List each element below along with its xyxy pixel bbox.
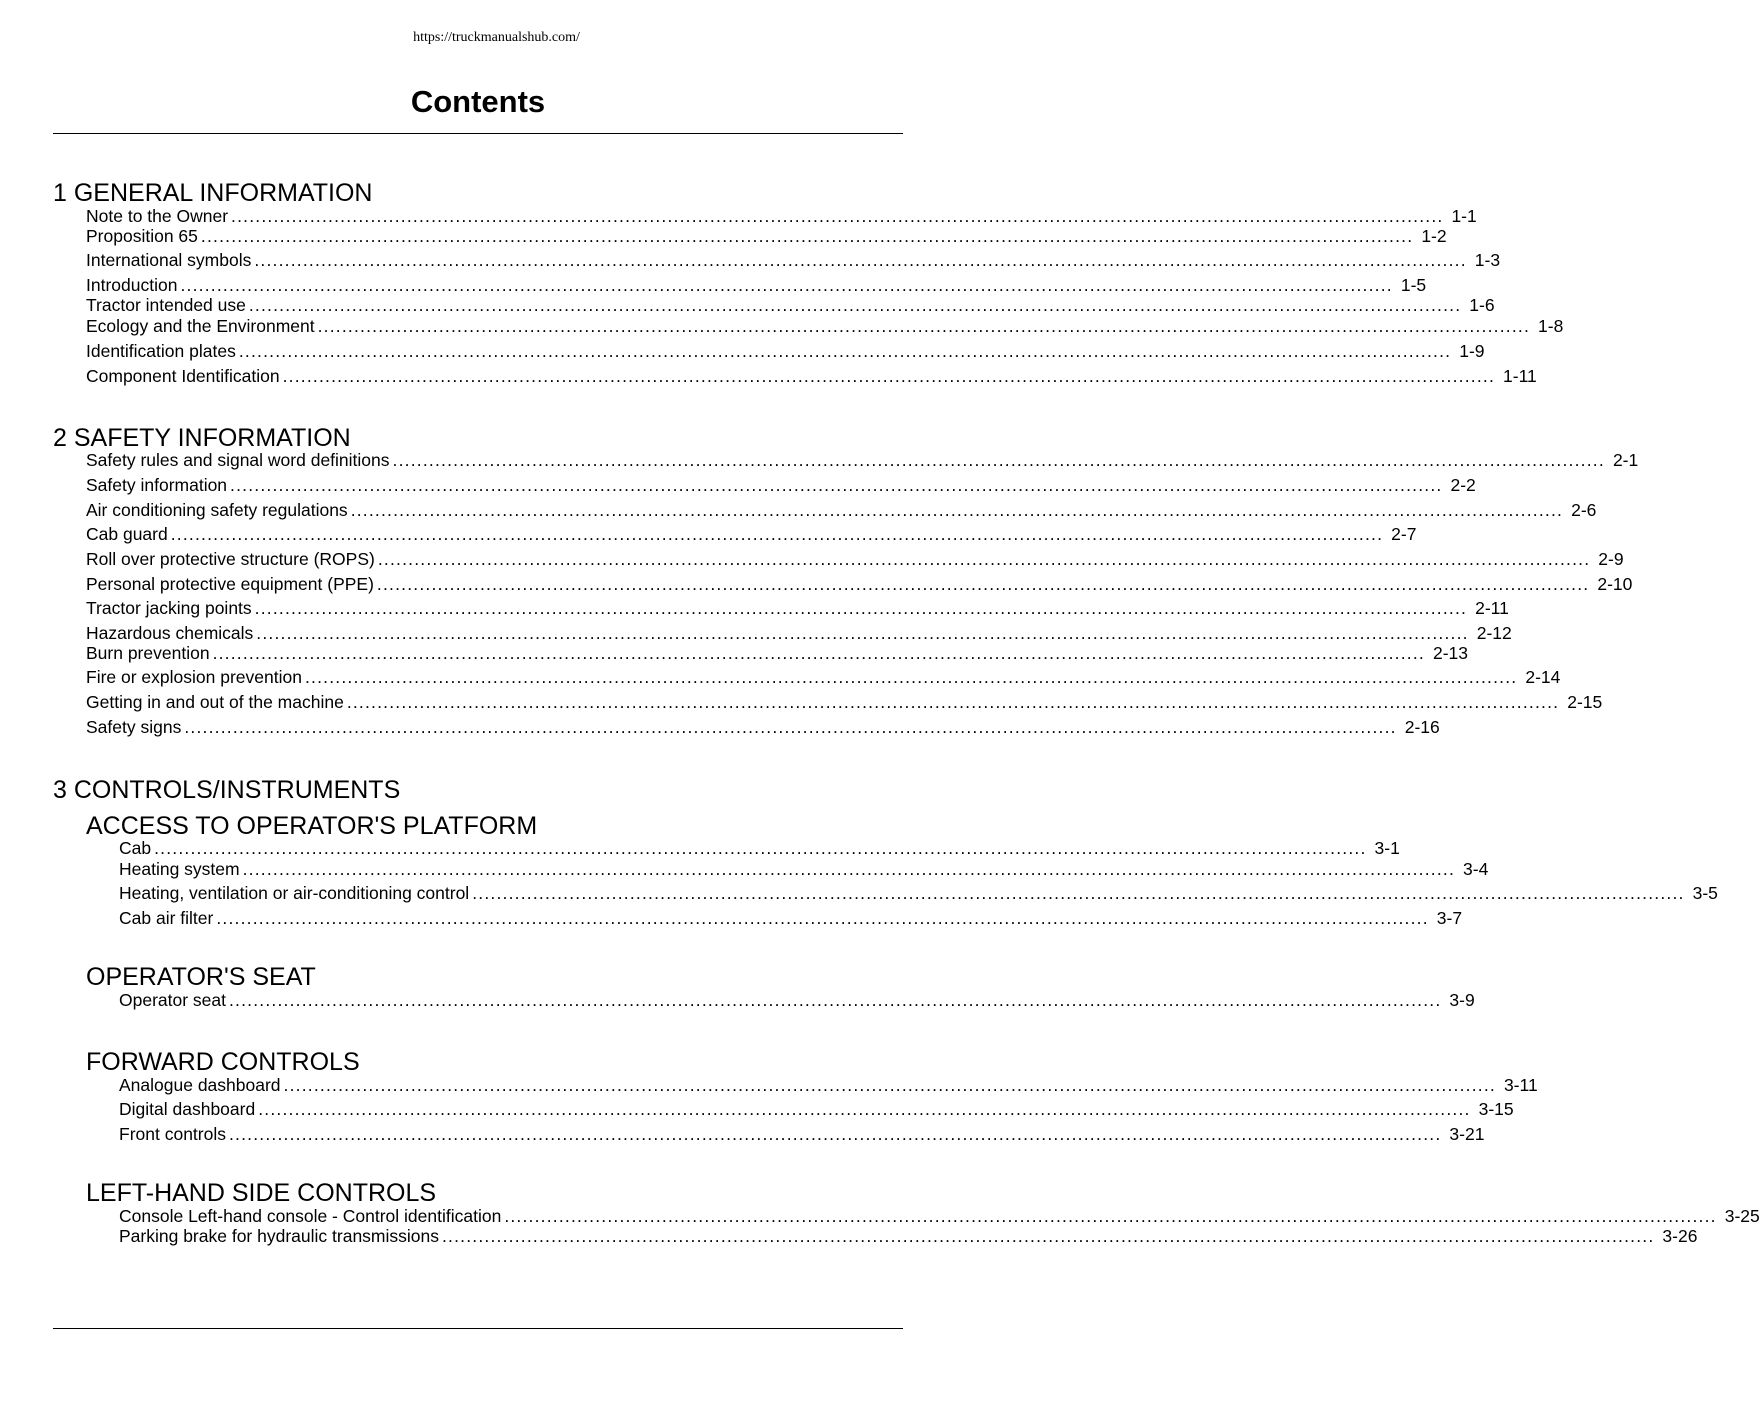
toc-entry-label: Cab guard	[86, 524, 168, 544]
toc-entry-page: 3-21	[1449, 1124, 1485, 1144]
dot-leader: ........................................................................................................................................................................................................	[254, 598, 1468, 618]
toc-entry-label: Identification plates	[86, 341, 236, 361]
toc-entry-page: 1-1	[1451, 206, 1477, 226]
toc-entry-page: 2-11	[1475, 598, 1509, 618]
toc-entry[interactable]	[86, 524, 1417, 544]
toc-entry-page: 2-9	[1598, 549, 1624, 569]
toc-entry-page: 2-2	[1450, 475, 1476, 495]
toc-entry-label: Heating, ventilation or air-conditioning control	[119, 883, 470, 903]
toc-entry-label: Hazardous chemicals	[86, 623, 254, 643]
toc-entry-label: Cab air filter	[119, 908, 214, 928]
toc-entry-label: Cab	[119, 838, 152, 858]
toc-entry-page: 2-6	[1571, 500, 1597, 520]
dot-leader: ........................................................................................................................................................................................................	[180, 275, 1393, 295]
toc-entry-label: Note to the Owner	[86, 206, 229, 226]
toc-entry-label: Roll over protective structure (ROPS)	[86, 549, 375, 569]
toc-entry-page: 3-9	[1449, 990, 1475, 1010]
toc-entry-page: 1-5	[1400, 275, 1427, 295]
toc-entry-page: 3-1	[1374, 838, 1400, 858]
toc-entry-label: Parking brake for hydraulic transmissions	[119, 1226, 439, 1246]
toc-entry-page: 2-1	[1612, 450, 1639, 470]
dot-leader: ........................................................................................................................................................................................................	[350, 500, 1564, 520]
toc-entry[interactable]	[86, 643, 1469, 663]
dot-leader: ........................................................................................................................................................................................................	[258, 1099, 1471, 1119]
toc-entry-page: 3-4	[1463, 859, 1489, 879]
toc-entry-page: 2-10	[1597, 574, 1633, 594]
toc-entry[interactable]	[86, 500, 1597, 520]
toc-entry[interactable]	[86, 206, 1477, 226]
dot-leader: ........................................................................................................................................................................................................	[238, 341, 1452, 361]
toc-entry[interactable]	[86, 692, 1603, 712]
toc-entry[interactable]	[86, 549, 1624, 569]
toc-entry-page: 2-16	[1404, 717, 1440, 737]
toc-entry-page: 2-12	[1476, 623, 1512, 643]
section-heading: 2 SAFETY INFORMATION	[53, 424, 351, 452]
toc-entry-page: 3-11	[1503, 1075, 1538, 1095]
toc-entry-label: Proposition 65	[86, 226, 198, 246]
toc-entry-page: 1-2	[1421, 226, 1447, 246]
dot-leader: ........................................................................................................................................................................................................	[231, 206, 1444, 226]
bottom-divider	[53, 1328, 903, 1329]
dot-leader: ........................................................................................................................................................................................................	[504, 1206, 1717, 1226]
toc-entry[interactable]	[86, 598, 1509, 618]
toc-entry[interactable]	[86, 341, 1485, 361]
toc-entry[interactable]	[119, 838, 1400, 858]
toc-entry-label: Safety rules and signal word definitions	[86, 450, 390, 470]
dot-leader: ........................................................................................................................................................................................................	[254, 250, 1467, 270]
toc-entry-label: Console Left-hand console - Control identification	[119, 1206, 502, 1226]
toc-entry-page: 3-7	[1436, 908, 1463, 928]
toc-entry[interactable]	[119, 883, 1718, 903]
toc-entry-page: 1-9	[1459, 341, 1485, 361]
dot-leader: ........................................................................................................................................................................................................	[282, 366, 1496, 386]
source-url[interactable]: https://truckmanualshub.com/	[413, 30, 580, 45]
toc-entry[interactable]	[119, 990, 1475, 1010]
dot-leader: ........................................................................................................................................................................................................	[346, 692, 1560, 712]
toc-entry-label: Introduction	[86, 275, 178, 295]
page-title: Contents	[410, 84, 546, 119]
toc-entry-label: Component Identification	[86, 366, 280, 386]
dot-leader: ........................................................................................................................................................................................................	[228, 1124, 1442, 1144]
toc-entry[interactable]	[86, 574, 1633, 594]
toc-entry-label: Fire or explosion prevention	[86, 667, 302, 687]
dot-leader: ........................................................................................................................................................................................................	[377, 549, 1591, 569]
dot-leader: ........................................................................................................................................................................................................	[200, 226, 1414, 246]
toc-entry-label: Safety information	[86, 475, 228, 495]
toc-entry-page: 3-25	[1724, 1206, 1760, 1226]
dot-leader: ........................................................................................................................................................................................................	[216, 908, 1429, 928]
toc-entry-label: Personal protective equipment (PPE)	[86, 574, 374, 594]
dot-leader: ........................................................................................................................................................................................................	[304, 667, 1518, 687]
dot-leader: ........................................................................................................................................................................................................	[230, 475, 1443, 495]
toc-entry[interactable]	[86, 366, 1537, 386]
dot-leader: ........................................................................................................................................................................................................	[283, 1075, 1496, 1095]
toc-entry-page: 1-8	[1538, 316, 1564, 336]
toc-entry[interactable]	[86, 275, 1427, 295]
toc-entry-label: Air conditioning safety regulations	[86, 500, 348, 520]
toc-entry-page: 1-6	[1469, 295, 1495, 315]
subsection-heading: LEFT-HAND SIDE CONTROLS	[86, 1179, 437, 1207]
toc-entry-label: Operator seat	[119, 990, 226, 1010]
toc-entry-label: Heating system	[119, 859, 240, 879]
section-heading: 3 CONTROLS/INSTRUMENTS	[53, 776, 401, 804]
dot-leader: ........................................................................................................................................................................................................	[376, 574, 1590, 594]
toc-entry[interactable]	[86, 226, 1447, 246]
section-heading: 1 GENERAL INFORMATION	[53, 179, 373, 207]
dot-leader: ........................................................................................................................................................................................................	[472, 883, 1685, 903]
dot-leader: ........................................................................................................................................................................................................	[256, 623, 1469, 643]
toc-entry-label: Getting in and out of the machine	[86, 692, 344, 712]
toc-entry-page: 2-13	[1432, 643, 1469, 663]
dot-leader: ........................................................................................................................................................................................................	[392, 450, 1605, 470]
toc-entry[interactable]	[119, 1206, 1760, 1226]
toc-entry-label: Tractor jacking points	[86, 598, 252, 618]
subsection-heading: OPERATOR'S SEAT	[86, 963, 316, 991]
toc-entry[interactable]	[86, 450, 1639, 470]
toc-entry-page: 2-14	[1525, 667, 1561, 687]
dot-leader: ........................................................................................................................................................................................................	[242, 859, 1456, 879]
toc-entry-label: Analogue dashboard	[119, 1075, 281, 1095]
dot-leader: ........................................................................................................................................................................................................	[248, 295, 1462, 315]
top-divider	[53, 133, 903, 134]
toc-entry[interactable]	[86, 667, 1561, 687]
dot-leader: ........................................................................................................................................................................................................	[184, 717, 1397, 737]
subsection-heading: FORWARD CONTROLS	[86, 1048, 360, 1076]
toc-entry-label: Ecology and the Environment	[86, 316, 315, 336]
toc-entry[interactable]	[86, 295, 1495, 315]
dot-leader: ........................................................................................................................................................................................................	[170, 524, 1384, 544]
dot-leader: ........................................................................................................................................................................................................	[317, 316, 1531, 336]
toc-entry-page: 2-15	[1567, 692, 1603, 712]
toc-entry[interactable]	[119, 1226, 1698, 1246]
toc-entry[interactable]	[86, 717, 1440, 737]
toc-entry-label: Tractor intended use	[86, 295, 246, 315]
dot-leader: ........................................................................................................................................................................................................	[442, 1226, 1655, 1246]
toc-entry[interactable]	[86, 250, 1501, 270]
toc-entry[interactable]	[86, 316, 1564, 336]
toc-entry-label: Front controls	[119, 1124, 226, 1144]
toc-entry[interactable]	[119, 908, 1463, 928]
toc-entry-page: 1-11	[1503, 366, 1537, 386]
toc-entry-label: Burn prevention	[86, 643, 210, 663]
toc-entry[interactable]	[86, 475, 1476, 495]
dot-leader: ........................................................................................................................................................................................................	[212, 643, 1425, 663]
toc-entry-page: 3-26	[1662, 1226, 1698, 1246]
toc-entry[interactable]	[86, 623, 1512, 643]
toc-entry[interactable]	[119, 1075, 1538, 1095]
toc-entry-page: 2-7	[1391, 524, 1417, 544]
toc-entry-label: Digital dashboard	[119, 1099, 256, 1119]
toc-entry[interactable]	[119, 859, 1489, 879]
dot-leader: ........................................................................................................................................................................................................	[229, 990, 1442, 1010]
subsection-heading: ACCESS TO OPERATOR'S PLATFORM	[86, 812, 538, 840]
toc-entry[interactable]	[119, 1099, 1514, 1119]
toc-entry[interactable]	[119, 1124, 1485, 1144]
toc-entry-label: International symbols	[86, 250, 252, 270]
dot-leader: ........................................................................................................................................................................................................	[154, 838, 1367, 858]
toc-entry-page: 1-3	[1474, 250, 1501, 270]
toc-entry-page: 3-5	[1692, 883, 1718, 903]
toc-entry-label: Safety signs	[86, 717, 182, 737]
toc-entry-page: 3-15	[1478, 1099, 1514, 1119]
